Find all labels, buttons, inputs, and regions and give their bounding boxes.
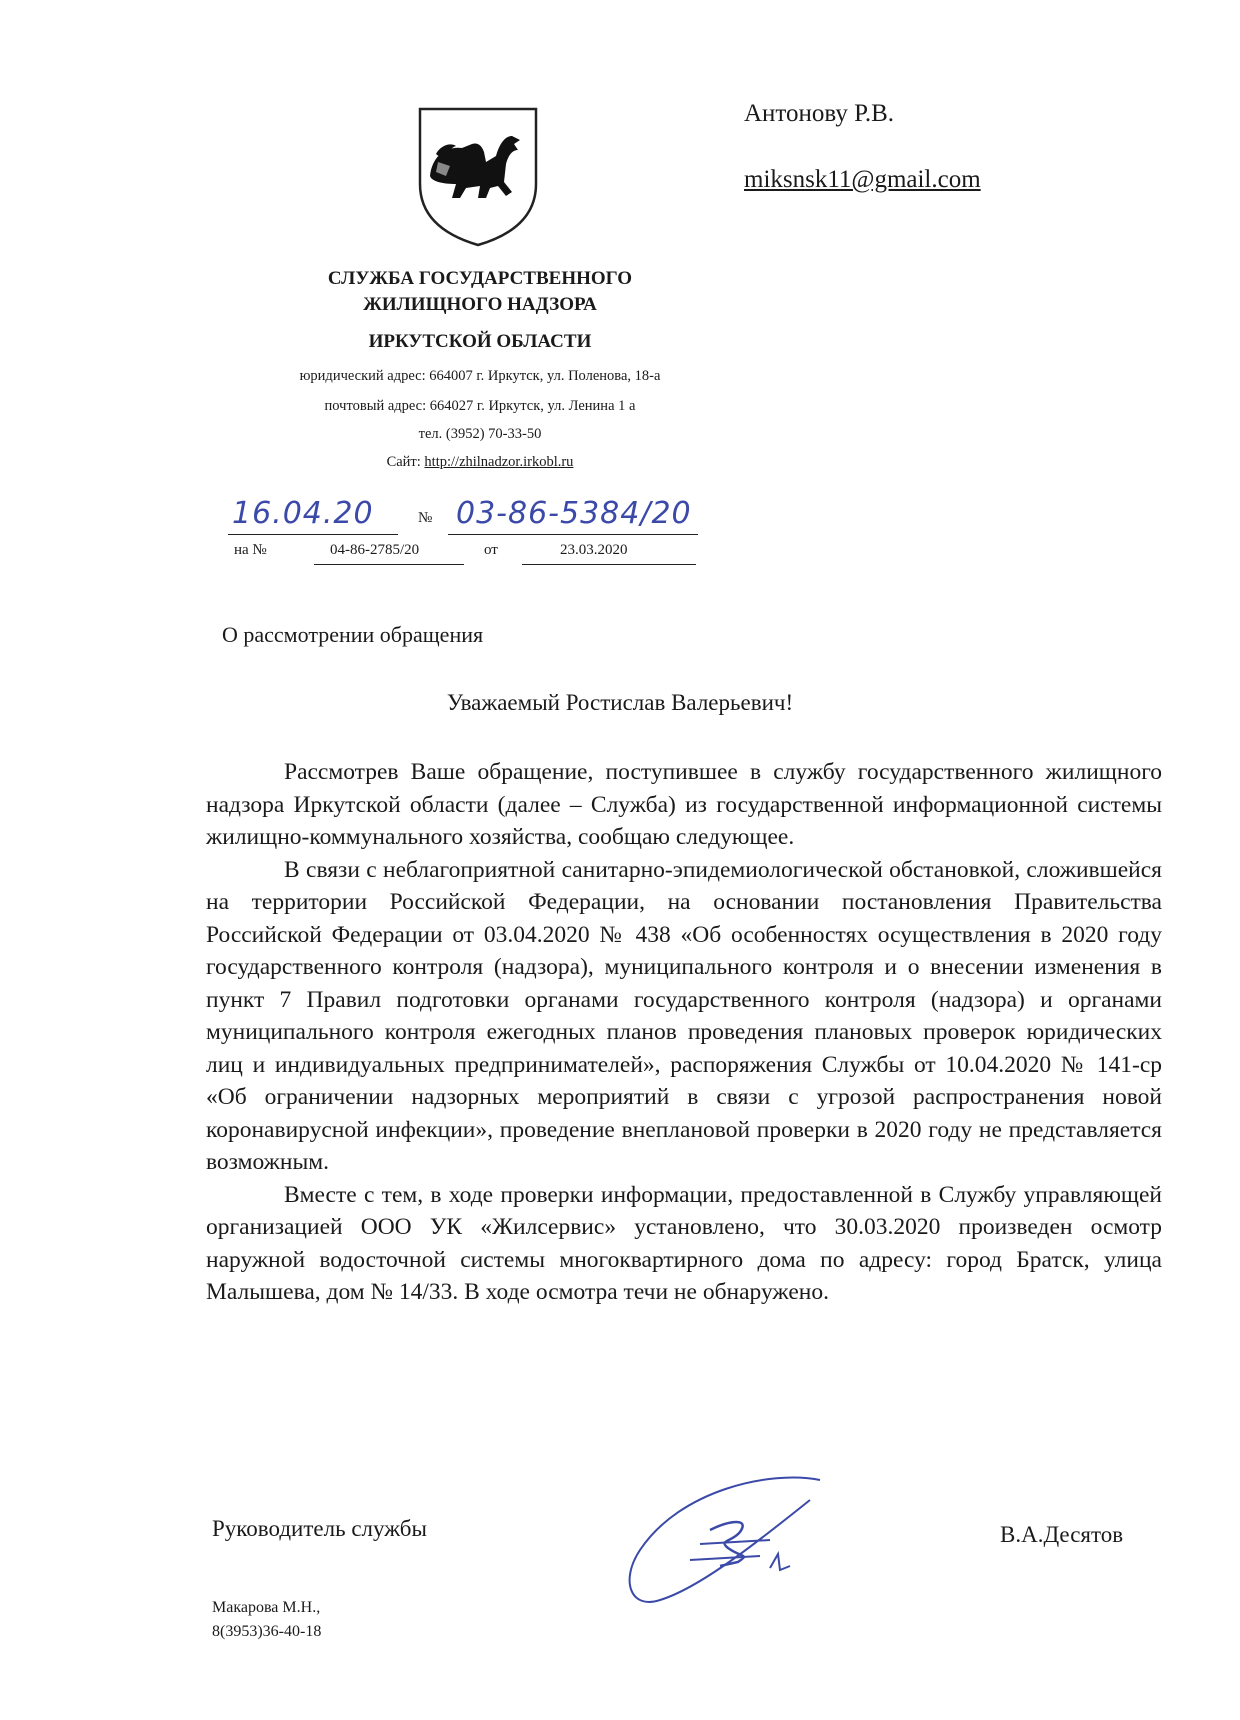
site-link[interactable]: http://zhilnadzor.irkobl.ru	[424, 454, 574, 470]
number-label: №	[418, 510, 433, 526]
coat-of-arms-icon	[416, 106, 540, 248]
letter-body	[206, 756, 1162, 1309]
ref-date: 23.03.2020	[560, 542, 628, 558]
site-label: Сайт:	[386, 454, 421, 470]
greeting: Уважаемый Ростислав Валерьевич!	[446, 690, 794, 715]
handwritten-signature	[620, 1470, 850, 1620]
agency-name-line-3: ИРКУТСКОЙ ОБЛАСТИ	[368, 331, 592, 352]
recipient-email[interactable]: miksnsk11@gmail.com	[744, 166, 981, 193]
agency-name-line-1: СЛУЖБА ГОСУДАРСТВЕННОГО	[327, 268, 633, 289]
number-underline	[448, 534, 698, 535]
ref-number-underline	[314, 564, 464, 565]
postal-address: почтовый адрес: 664027 г. Иркутск, ул. Ленина 1 а	[324, 398, 636, 414]
signer-title: Руководитель службы	[212, 1516, 427, 1541]
subject-line: О рассмотрении обращения	[222, 622, 484, 647]
ref-number: 04-86-2785/20	[330, 542, 420, 558]
ref-label: на №	[234, 542, 267, 558]
handwritten-number: 03-86-5384/20	[456, 496, 692, 531]
signer-name: В.А.Десятов	[1000, 1522, 1124, 1547]
phone: тел. (3952) 70-33-50	[418, 426, 542, 442]
executor-block	[212, 1596, 321, 1644]
body-paragraph-2: В связи с неблагоприятной санитарно-эпидемиологической обстановкой, сложившейся на территории Российской Федерации, на основании постановления Правительства Российской Федерации от 03.04.2020 № 438 «Об особенностях осуществления в 2020 году государственного контроля (надзора), муниципального контроля и о внесении изменения в пункт 7 Правил подготовки органами государственного контроля (надзора) и органами муниципального контроля ежегодных планов проведения плановых проверок юридических лиц и индивидуальных предпринимателей», распоряжения Службы от 10.04.2020 № 141-ср «Об ограничении надзорных мероприятий в связи с угрозой распространения новой коронавирусной инфекции», проведение внеплановой проверки в 2020 году не представляется возможным.	[206, 856, 1162, 1175]
recipient-name: Антонову Р.В.	[744, 100, 895, 127]
executor-phone: 8(3953)36-40-18	[212, 1623, 322, 1640]
body-paragraph-3: Вместе с тем, в ходе проверки информации, предоставленной в Службу управляющей организацией ООО УК «Жилсервис» установлено, что 30.03.2020 произведен осмотр наружной водосточной системы многоквартирного дома по адресу: город Братск, улица Малышева, дом № 14/33. В ходе осмотра течи не обнаружено.	[206, 1181, 1162, 1305]
executor-name: Макарова М.Н.,	[212, 1599, 321, 1616]
handwritten-date: 16.04.20	[232, 496, 374, 531]
body-paragraph-1: Рассмотрев Ваше обращение, поступившее в службу государственного жилищного надзора Иркутской области (далее – Служба) из государственной информационной системы жилищно-коммунального хозяйства, сообщаю следующее.	[206, 759, 1162, 850]
agency-name-line-2: ЖИЛИЩНОГО НАДЗОРА	[363, 294, 597, 315]
ref-date-label: от	[484, 542, 498, 558]
website-line	[190, 448, 770, 476]
ref-date-underline	[522, 564, 696, 565]
date-underline	[228, 534, 398, 535]
legal-address: юридический адрес: 664007 г. Иркутск, ул. Поленова, 18-а	[299, 368, 661, 384]
